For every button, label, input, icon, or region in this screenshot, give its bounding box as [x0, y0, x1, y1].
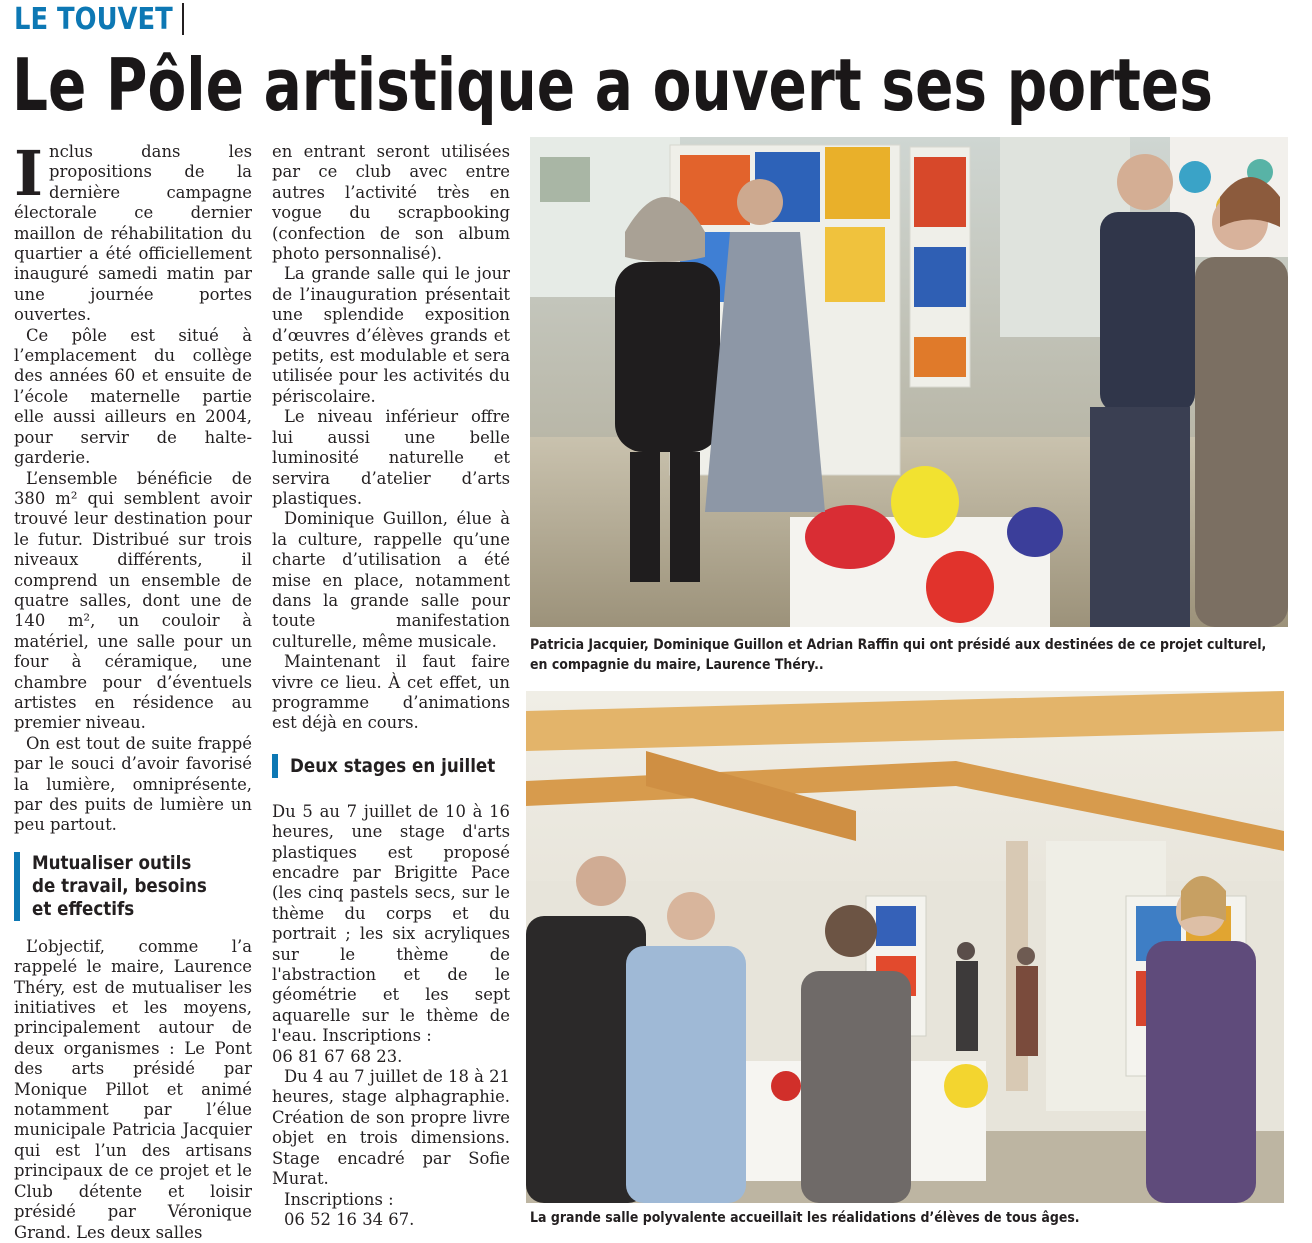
article-column-1	[14, 137, 252, 1243]
subheading-line: de travail, besoins	[32, 874, 207, 897]
kicker-divider	[182, 3, 184, 35]
subheading-accent-bar	[272, 754, 278, 778]
photo-caption-2: La grande salle polyvalente accueillait les réalidations d’élèves de tous âges.	[530, 1209, 1080, 1226]
paragraph: La grande salle qui le jour de l’inauguration présentait une splendide exposition d’œuvres d’élèves grands et petits, est modulable et sera utilisée pour les activités du périscolaire.	[272, 264, 510, 406]
paragraph: Ce pôle est situé à l’emplacement du collège des années 60 et ensuite de l’école maternelle partie elle aussi ailleurs en 2004, pour servir de halte-garderie.	[14, 325, 252, 468]
article-column-2	[272, 142, 510, 1230]
photo-inauguration-group	[530, 137, 1288, 627]
photo-inauguration-illustration	[530, 137, 1288, 627]
photo-hall-illustration	[526, 691, 1284, 1203]
paragraph: en entrant seront utilisées par ce club avec entre autres l’activité très en vogue du scrapbooking (confection de son album photo personnalisé).	[272, 142, 510, 264]
subheading-line: Deux stages en juillet	[290, 754, 496, 777]
photo-grande-salle	[526, 691, 1284, 1203]
headline: Le Pôle artistique a ouvert ses portes	[12, 43, 1213, 127]
photo-caption-1: Patricia Jacquier, Dominique Guillon et Adrian Raffin qui ont présidé aux destinées de ce projet culturel, en compagnie du maire, Laurence Théry..	[530, 636, 1267, 673]
subheading-stages	[272, 754, 510, 778]
subheading-mutualiser	[14, 852, 252, 921]
subheading-accent-bar	[14, 852, 20, 921]
paragraph: L’objectif, comme l’a rappelé le maire, Laurence Théry, est de mutualiser les initiatives et les moyens, principalement autour de deux organismes : Le Pont des arts présidé par Monique Pillot et animé notamment par l’élue municipale Patricia Jacquier qui est l’un des artisans principaux de ce projet et le Club détente et loisir présidé par Véronique Grand. Les deux salles	[14, 936, 252, 1242]
paragraph: Du 5 au 7 juillet de 10 à 16 heures, une stage d'arts plastiques est proposé encadre par Brigitte Pace (les cinq pastels secs, sur le thème du corps et du portrait ; les six acryliques sur le thème de l'abstraction et de le géométrie et les sept aquarelle sur le thème de l'eau. Inscriptions :	[272, 801, 510, 1046]
paragraph	[14, 137, 252, 326]
subheading-line: Mutualiser outils	[32, 851, 192, 874]
section-kicker: LE TOUVET	[14, 2, 173, 37]
drop-cap: I	[14, 137, 44, 210]
paragraph-text: nclus dans les propositions de la dernière campagne électorale ce dernier maillon de réhabilitation du quartier a été officiellement inauguré samedi matin par une journée portes ouvertes.	[14, 142, 252, 325]
paragraph: Maintenant il faut faire vivre ce lieu. À cet effet, un programme d’animations est déjà en cours.	[272, 652, 510, 733]
paragraph: On est tout de suite frappé par le souci d’avoir favorisé la lumière, omniprésente, par des puits de lumière un peu partout.	[14, 733, 252, 835]
paragraph: L’ensemble bénéficie de 380 m² qui semblent avoir trouvé leur destination pour le futur. Distribué sur trois niveaux différents, il comprend un ensemble de quatre salles, dont une de 140 m², un couloir à matériel, une salle pour un four à céramique, une chambre pour d’éventuels artistes en résidence au premier niveau.	[14, 468, 252, 733]
paragraph: Du 4 au 7 juillet de 18 à 21 heures, stage alphagraphie. Création de son propre livre objet en trois dimensions. Stage encadré par Sofie Murat.	[272, 1067, 510, 1189]
paragraph: Inscriptions :	[284, 1189, 394, 1209]
paragraph: Le niveau inférieur offre lui aussi une belle luminosité naturelle et servira d’atelier d’arts plastiques.	[272, 407, 510, 508]
subheading-line: et effectifs	[32, 897, 135, 920]
paragraph: Dominique Guillon, élue à la culture, rappelle qu’une charte d’utilisation a été mise en place, notamment dans la grande salle pour toute manifestation culturelle, même musicale.	[272, 509, 510, 651]
phone-number: 06 52 16 34 67.	[284, 1209, 415, 1229]
phone-number: 06 81 67 68 23.	[272, 1046, 403, 1066]
